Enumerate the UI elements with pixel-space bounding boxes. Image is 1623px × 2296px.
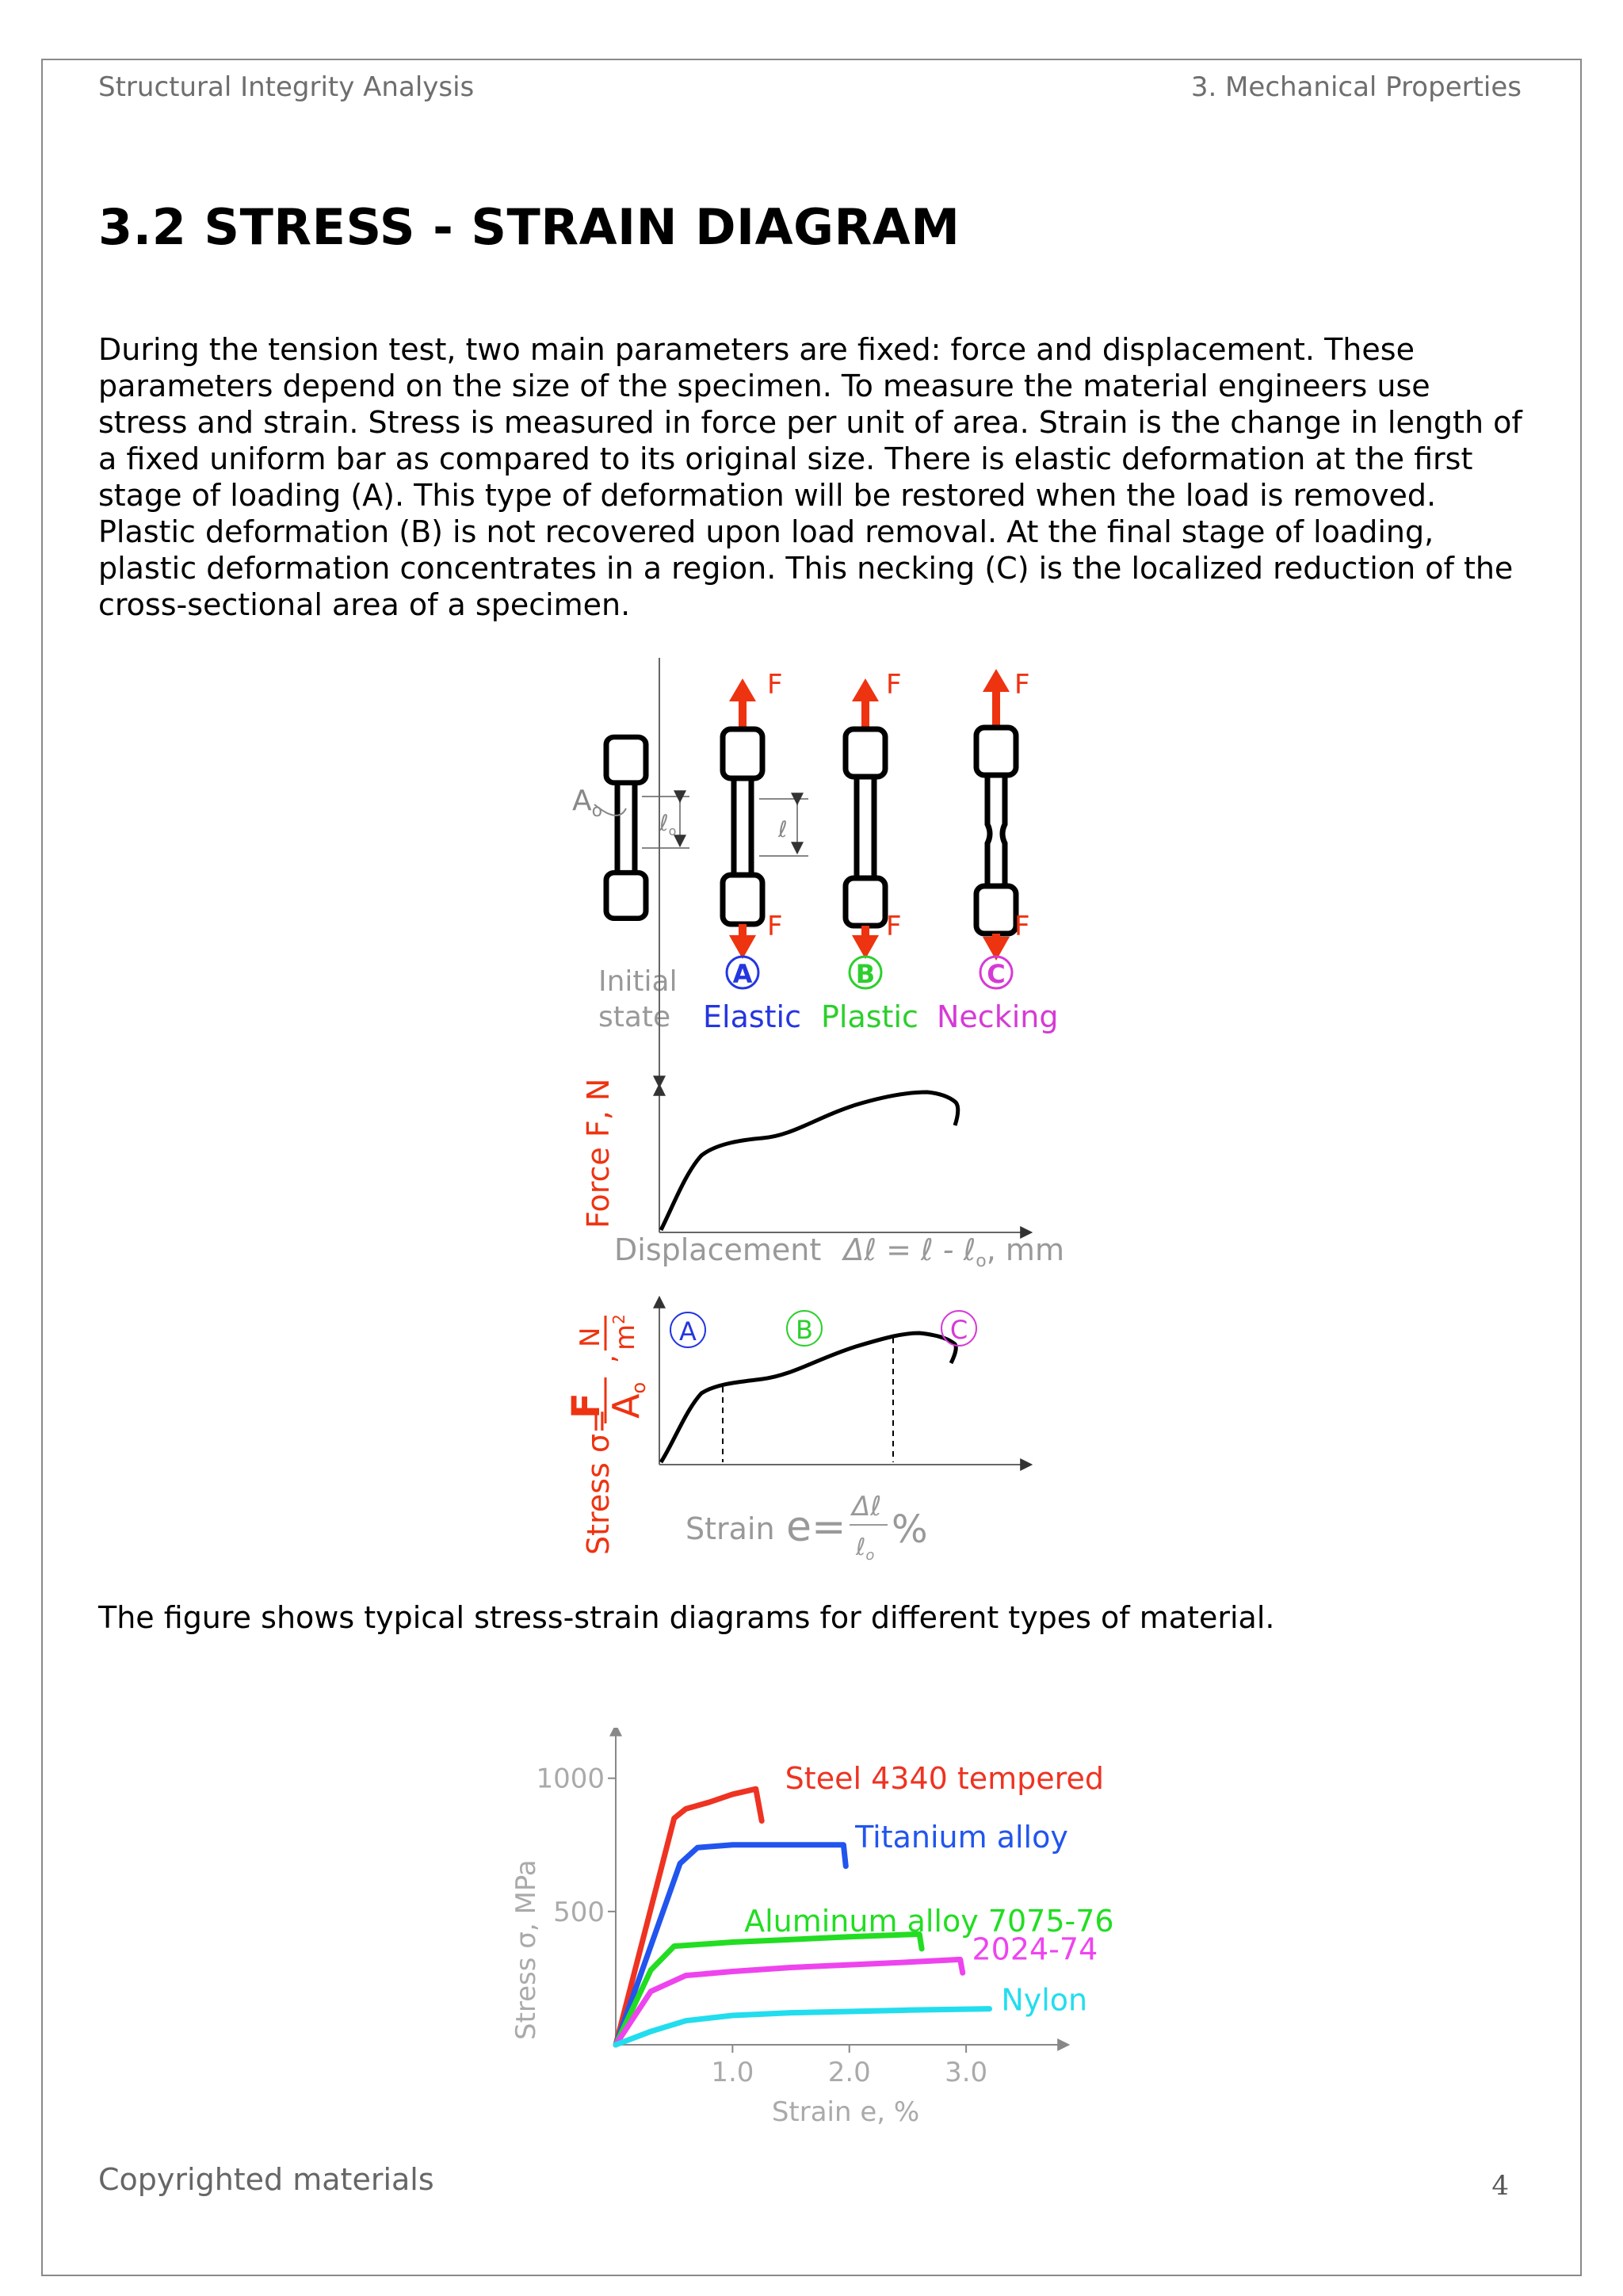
y-tick-label: 1000 xyxy=(536,1763,605,1795)
material-stress-strain-chart xyxy=(491,1728,1141,2140)
x-tick-label: 3.0 xyxy=(945,2057,988,2088)
tension-test-figure xyxy=(555,658,1078,1577)
svg-text:B: B xyxy=(855,959,876,989)
specimen-elastic xyxy=(723,669,808,959)
x-axis-label: Strain e, % xyxy=(771,2096,920,2128)
specimen-necking xyxy=(976,669,1030,961)
stress-axis-label: Stress σ= xyxy=(581,1408,616,1555)
series-line xyxy=(616,1959,963,2045)
strain-symbol: e= xyxy=(786,1503,846,1551)
svg-text:F: F xyxy=(886,669,902,701)
svg-text:F: F xyxy=(1014,669,1030,701)
svg-text:Plastic: Plastic xyxy=(821,999,918,1034)
page-number: 4 xyxy=(1491,2170,1509,2202)
intro-paragraph: During the tension test, two main parameters are fixed: force and displacement. These parameters depend on the size of the specimen. To measure the material engineers use stress and strain. Stress is measured in force per unit of area. Strain is the change in length of a fixed uniform bar as compared to its original size. There is elastic deformation at the first stage of loading (A). This type of deformation will be restored when the load is removed. Plastic deformation (B) is not recovered upon load removal. At the final stage of loading, plastic deformation concentrates in a region. This necking (C) is the localized reduction of the cross-sectional area of a specimen. xyxy=(98,332,1522,622)
x-tick-label: 2.0 xyxy=(827,2057,871,2088)
initial-label-2: state xyxy=(598,1001,671,1033)
force-axis-label: Force F, N xyxy=(581,1078,616,1228)
strain-unit: % xyxy=(892,1507,928,1552)
svg-text:Necking: Necking xyxy=(937,999,1059,1034)
series-label: 2024-74 xyxy=(972,1931,1098,1967)
svg-text:Elastic: Elastic xyxy=(703,999,802,1034)
svg-text:F: F xyxy=(767,669,783,701)
stress-strain-plot xyxy=(564,1298,1030,1564)
specimen-plastic xyxy=(846,669,902,959)
svg-text:F: F xyxy=(1014,911,1030,942)
series-label: Titanium alloy xyxy=(855,1820,1068,1855)
stress-fraction-num: F xyxy=(564,1392,609,1419)
stage-c xyxy=(937,957,1058,1034)
footer-text: Copyrighted materials xyxy=(98,2162,434,2197)
stress-unit-num: N xyxy=(575,1327,606,1347)
svg-text:,: , xyxy=(590,1354,622,1363)
svg-text:A: A xyxy=(679,1316,697,1347)
displacement-label: Displacement Δℓ = ℓ - ℓ$_o$, mm xyxy=(614,1232,1064,1271)
strain-frac-num: Δℓ xyxy=(852,1491,882,1522)
stage-b xyxy=(821,957,918,1034)
strain-frac-den: ℓ$_o$ xyxy=(856,1534,875,1564)
svg-text:B: B xyxy=(796,1315,813,1345)
stage-a xyxy=(703,957,801,1034)
header-doc-title: Structural Integrity Analysis xyxy=(98,71,475,103)
svg-text:C: C xyxy=(949,1315,968,1345)
stress-unit-den: $m^2$ xyxy=(609,1314,641,1350)
series-label: Nylon xyxy=(1001,1982,1088,2018)
series-line xyxy=(616,2009,990,2045)
svg-text:F: F xyxy=(886,911,902,942)
x-tick-label: 1.0 xyxy=(711,2057,754,2088)
y-axis-label: Stress σ, MPa xyxy=(510,1859,542,2040)
specimen-initial xyxy=(606,737,646,919)
header-section: 3. Mechanical Properties xyxy=(1190,71,1522,103)
page-title: 3.2 STRESS - STRAIN DIAGRAM xyxy=(98,198,960,256)
area-label: $A_o$ xyxy=(572,785,603,821)
series-label: Aluminum alloy 7075-76 xyxy=(744,1904,1114,1939)
strain-label: Strain xyxy=(685,1511,775,1546)
y-tick-label: 500 xyxy=(553,1896,605,1928)
length-label: ℓ$_o$ xyxy=(659,810,677,839)
initial-label-1: Initial xyxy=(598,965,678,998)
stress-fraction-den: Ao xyxy=(605,1381,650,1419)
svg-text:C: C xyxy=(987,959,1006,989)
svg-text:F: F xyxy=(767,911,783,942)
series-label: Steel 4340 tempered xyxy=(785,1761,1104,1797)
svg-text:A: A xyxy=(732,959,753,989)
svg-text:ℓ: ℓ xyxy=(778,816,788,842)
figure-caption-paragraph: The figure shows typical stress-strain diagrams for different types of material. xyxy=(98,1600,1275,1635)
